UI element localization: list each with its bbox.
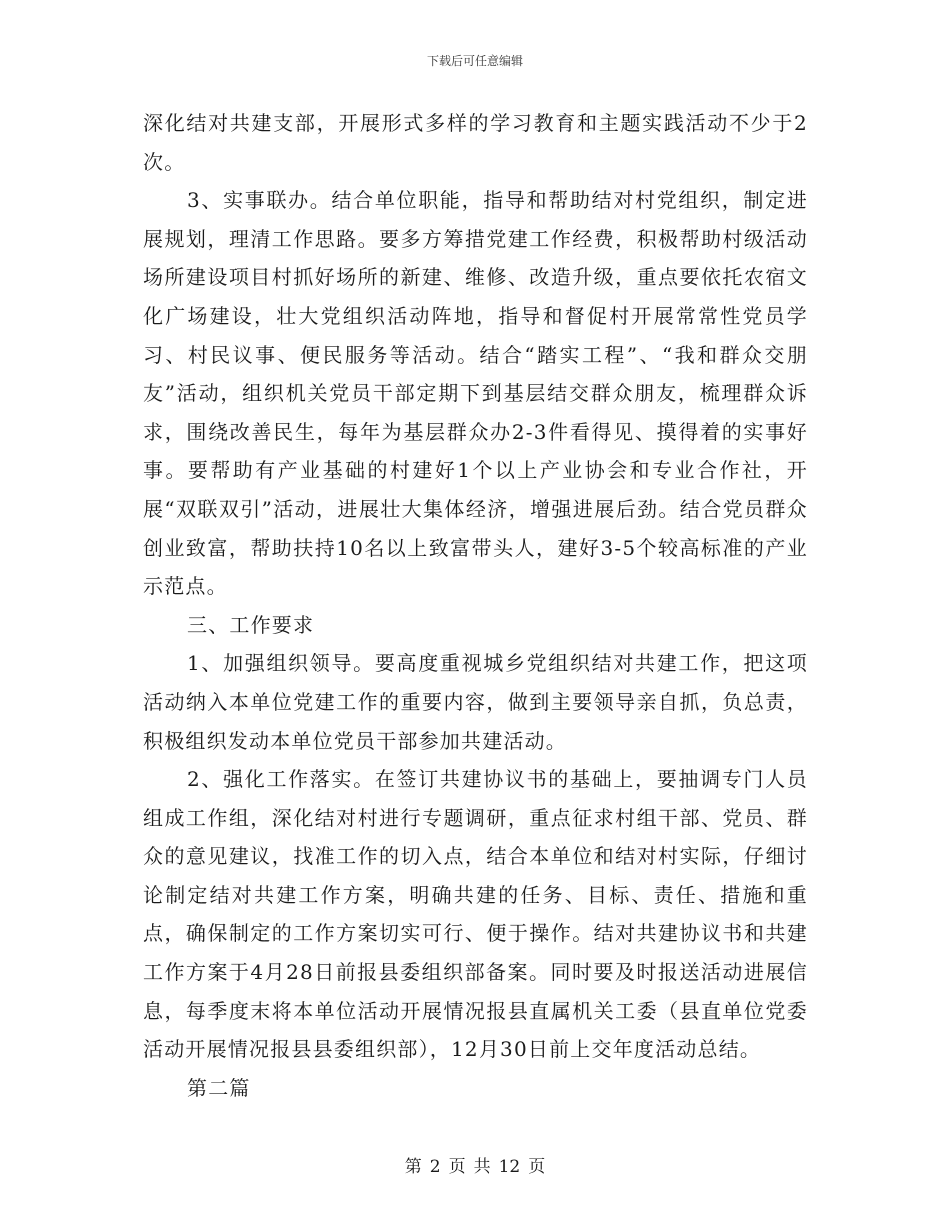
- footer-page-word: 页: [448, 1157, 466, 1177]
- paragraph-item-3: 3、实事联办。结合单位职能，指导和帮助结对村党组织，制定进展规划，理清工作思路。要多方筹措党建工作经费，积极帮助村级活动场所建设项目村抓好场所的新建、维修、改造升级，重点要依托农宿文化广场建设，壮大党组织活动阵地，指导和督促村开展常常性党员学习、村民议事、便民服务等活动。结合“踏实工程”、“我和群众交朋友”活动，组织机关党员干部定期下到基层结交群众朋友，梳理群众诉求，围绕改善民生，每年为基层群众办2-3件看得见、摸得着的实事好事。要帮助有产业基础的村建好1个以上产业协会和专业合作社，开展“双联双引”活动，进展壮大集体经济，增强进展后劲。结合党员群众创业致富，帮助扶持10名以上致富带头人，建好3-5个较高标准的产业示范点。: [143, 188, 808, 599]
- paragraph-requirement-2: 2、强化工作落实。在签订共建协议书的基础上，要抽调专门人员组成工作组，深化结对村进行专题调研，重点征求村组干部、党员、群众的意见建议，找准工作的切入点，结合本单位和结对村实际，仔细讨论制定结对共建工作方案，明确共建的任务、目标、责任、措施和重点，确保制定的工作方案切实可行、便于操作。结对共建协议书和共建工作方案于4月28日前报县委组织部备案。同时要及时报送活动进展信息，每季度末将本单位活动开展情况报县直属机关工委（县直单位党委活动开展情况报县县委组织部），12月30日前上交年度活动总结。: [143, 767, 808, 1062]
- section-heading: 三、工作要求: [187, 612, 315, 637]
- page-header-note: 下载后可任意编辑: [426, 54, 523, 68]
- paragraph-continuation: 深化结对共建支部，开展形式多样的学习教育和主题实践活动不少于2次。: [143, 111, 808, 174]
- footer-suffix: 页: [528, 1157, 546, 1177]
- footer-total-word: 共: [473, 1157, 491, 1177]
- page-footer: [0, 1152, 950, 1177]
- footer-current-page: 2: [429, 1157, 441, 1177]
- footer-total-pages: 12: [498, 1157, 521, 1177]
- document-body: [143, 104, 808, 1107]
- footer-prefix: 第: [404, 1157, 422, 1177]
- paragraph-requirement-1: 1、加强组织领导。要高度重视城乡党组织结对共建工作，把这项活动纳入本单位党建工作的重要内容，做到主要领导亲自抓，负总责，积极组织发动本单位党员干部参加共建活动。: [143, 651, 808, 753]
- chapter-heading: 第二篇: [187, 1075, 251, 1100]
